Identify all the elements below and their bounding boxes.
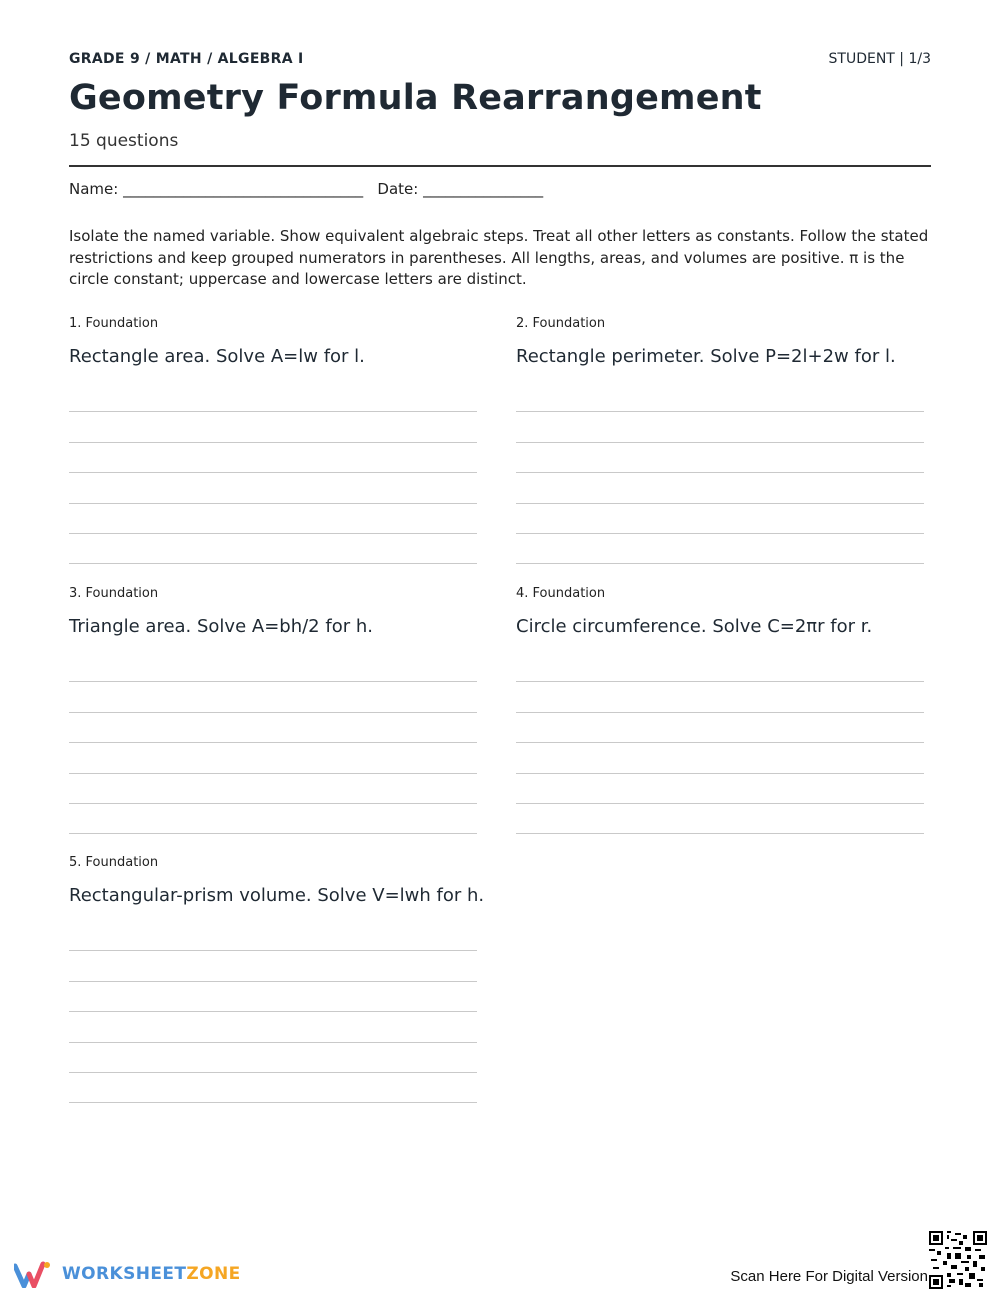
question-text: Rectangle perimeter. Solve P=2l+2w for l. xyxy=(516,346,896,367)
question-label: 3. Foundation xyxy=(69,586,159,601)
question-text: Triangle area. Solve A=bh/2 for h. xyxy=(69,616,373,637)
question-5 xyxy=(69,855,485,1103)
question-label: 5. Foundation xyxy=(69,855,159,870)
answer-lines[interactable] xyxy=(516,382,924,564)
date-field[interactable]: Date: ________________ xyxy=(377,180,544,198)
answer-lines[interactable] xyxy=(69,382,477,564)
answer-lines[interactable] xyxy=(69,652,477,834)
question-label: 2. Foundation xyxy=(516,316,606,331)
student-info-row xyxy=(69,180,543,198)
header-divider xyxy=(69,165,931,167)
question-3 xyxy=(69,586,477,834)
logo-wordmark: WORKSHEETZONE xyxy=(62,1264,241,1284)
question-text: Rectangle area. Solve A=lw for l. xyxy=(69,346,365,367)
question-label: 4. Foundation xyxy=(516,586,606,601)
worksheetzone-logo[interactable] xyxy=(14,1260,241,1288)
question-4 xyxy=(516,586,924,834)
question-count: 15 questions xyxy=(69,131,179,151)
scan-caption: Scan Here For Digital Version xyxy=(730,1268,928,1285)
answer-lines[interactable] xyxy=(516,652,924,834)
question-text: Circle circumference. Solve C=2πr for r. xyxy=(516,616,873,637)
header-meta xyxy=(69,51,931,69)
page-indicator: STUDENT | 1/3 xyxy=(828,51,931,67)
qr-code-icon[interactable] xyxy=(929,1231,987,1289)
question-text: Rectangular-prism volume. Solve V=lwh for h. xyxy=(69,885,485,906)
question-label: 1. Foundation xyxy=(69,316,159,331)
course-breadcrumb: GRADE 9 / MATH / ALGEBRA I xyxy=(69,51,304,67)
worksheetzone-logo-icon xyxy=(14,1260,54,1288)
question-1 xyxy=(69,316,477,564)
worksheet-title: Geometry Formula Rearrangement xyxy=(69,78,762,118)
answer-lines[interactable] xyxy=(69,921,477,1103)
name-field[interactable]: Name: ________________________________ xyxy=(69,180,364,198)
question-2 xyxy=(516,316,924,564)
instructions: Isolate the named variable. Show equivalent algebraic steps. Treat all other letters as constants. Follow the stated restrictions and keep grouped numerators in parentheses. All lengths, areas, and volumes are positive. π is the circle constant; uppercase and lowercase letters are distinct. xyxy=(69,227,929,288)
